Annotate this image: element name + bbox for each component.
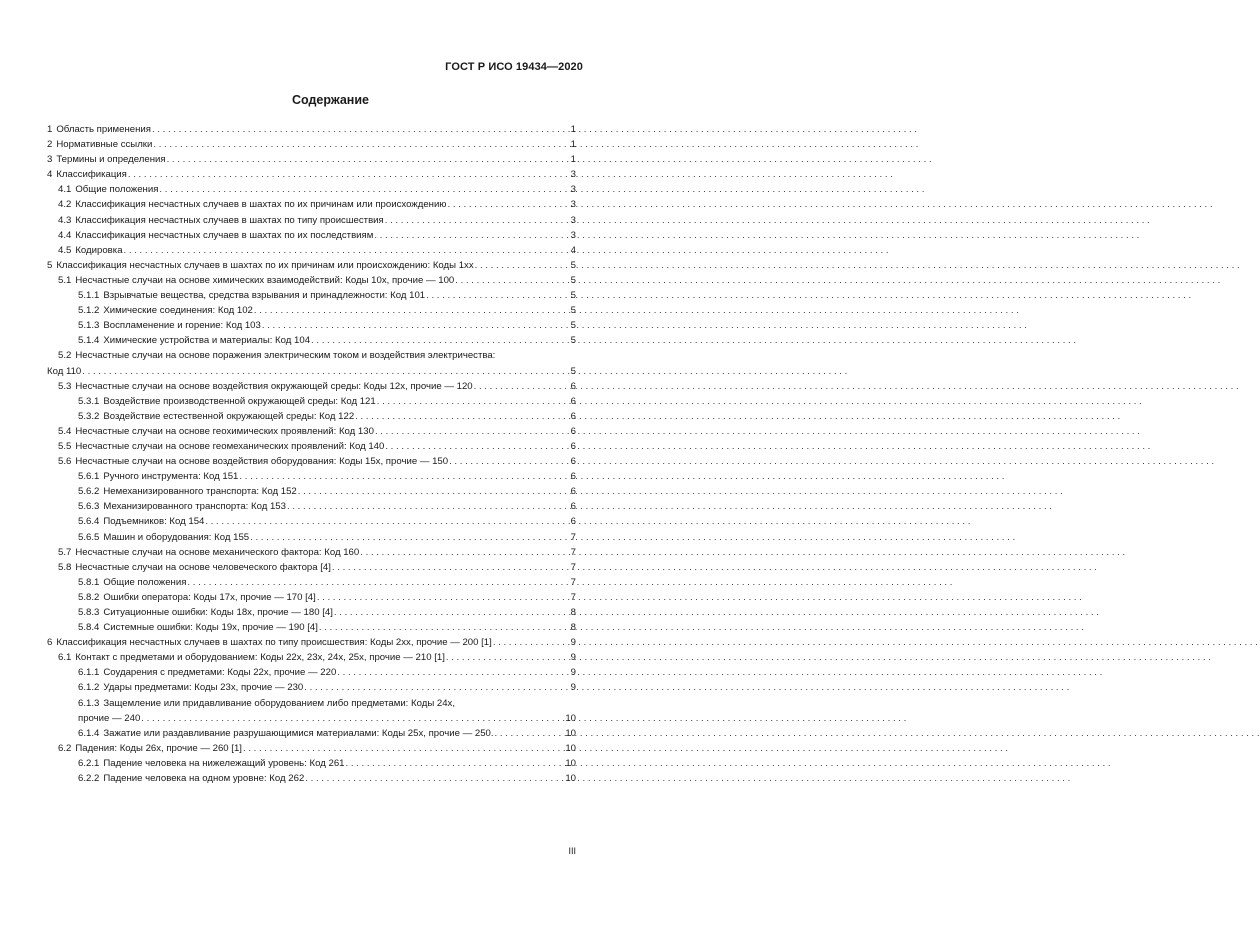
toc-entry-number: 6 [47, 637, 53, 649]
toc-entry-page: 10 [565, 742, 576, 754]
toc-entry-number: 6.2.1 [78, 757, 100, 769]
toc-entry-page: 6 [570, 516, 576, 528]
toc-entry-page: 5 [570, 259, 576, 271]
toc-entry-number: 5.8.1 [78, 576, 100, 588]
toc-entry [47, 182, 576, 197]
dot-leader [346, 756, 565, 771]
toc-entry-page: 6 [570, 486, 576, 498]
page-title: Содержание [291, 93, 369, 107]
toc-entry [47, 167, 576, 182]
toc-entry-page: 10 [565, 727, 576, 739]
dot-leader [377, 394, 570, 409]
toc-entry-number: 6.1 [58, 652, 72, 664]
toc-entry-title: Удары предметами: Коды 23х, прочие — 230 [103, 682, 304, 694]
toc-entry-page: 5 [570, 365, 576, 377]
toc-entry [47, 756, 576, 771]
toc-entry-number: 5.6.2 [78, 486, 100, 498]
dot-leader [446, 650, 570, 665]
toc-entry-number: 5.6.5 [78, 531, 100, 543]
toc-entry [47, 514, 576, 529]
toc-entry-page: 7 [570, 576, 576, 588]
toc-entry-page: 7 [570, 561, 576, 573]
toc-entry-title: Классификация несчастных случаев в шахтах по их причинам или происхождению [75, 199, 447, 211]
toc-entry-title: Область применения [56, 124, 151, 135]
toc-entry [47, 273, 576, 288]
toc-entry-title: Классификация несчастных случаев в шахтах по типу происшествия [75, 214, 384, 226]
toc-entry-page: 9 [570, 652, 576, 664]
toc-entry-title: Воздействие естественной окружающей среды: Код 122 [103, 410, 355, 422]
toc-entry-page: 3 [570, 199, 576, 211]
toc-entry-page: 3 [570, 184, 576, 196]
dot-leader [124, 243, 570, 258]
toc-entry-title: Химические устройства и материалы: Код 104 [103, 335, 311, 347]
toc-entry [47, 379, 576, 394]
toc-entry [47, 696, 576, 711]
toc-entry-number: 5.6 [58, 456, 72, 468]
toc-entry-title: Ошибки оператора: Коды 17х, прочие — 170 [4] [103, 591, 316, 603]
toc-entry [47, 726, 576, 741]
dot-leader [449, 454, 570, 469]
dot-leader [128, 167, 570, 182]
page-number: III [568, 846, 576, 856]
toc-entry-number: 5.3.2 [78, 410, 100, 422]
toc-entry-page: 5 [570, 320, 576, 332]
toc-entry [47, 741, 576, 756]
dot-leader [319, 620, 570, 635]
toc-entry-page: 3 [570, 169, 576, 181]
dot-leader [332, 560, 570, 575]
toc-entry-page: 7 [570, 591, 576, 603]
toc-entry-title: Несчастные случаи на основе геохимических проявлений: Код 130 [75, 425, 374, 437]
toc-entry-title: Падение человека на одном уровне: Код 262 [103, 773, 305, 785]
toc-entry-page: 5 [570, 290, 576, 302]
toc-entry-number: 3 [47, 154, 53, 166]
toc-entry [47, 409, 576, 424]
dot-leader [475, 258, 570, 273]
toc-entry [47, 318, 576, 333]
toc-entry-continuation [47, 364, 576, 379]
toc-entry [47, 771, 576, 786]
toc-entry-number: 6.2 [58, 742, 72, 754]
dot-leader [243, 741, 564, 756]
table-of-contents [47, 122, 576, 786]
dot-leader [287, 499, 570, 514]
dot-leader [495, 726, 565, 741]
toc-entry [47, 680, 576, 695]
toc-entry [47, 499, 576, 514]
toc-entry-page: 9 [570, 667, 576, 679]
toc-entry [47, 213, 576, 228]
toc-entry-title: Нормативные ссылки [56, 139, 153, 151]
toc-entry-number: 5.6.4 [78, 516, 100, 528]
toc-entry-page: 3 [570, 229, 576, 241]
toc-entry-page: 7 [570, 546, 576, 558]
toc-entry-title: Классификация [56, 169, 127, 181]
toc-entry-title-cont: прочие — 240 [78, 712, 141, 724]
dot-leader [262, 318, 570, 333]
toc-entry-number: 5.1.2 [78, 305, 100, 317]
toc-entry-title: Воздействие производственной окружающей среды: Код 121 [103, 395, 376, 407]
toc-entry-page: 5 [570, 305, 576, 317]
toc-entry-number: 5.5 [58, 440, 72, 452]
dot-leader [82, 364, 569, 379]
toc-entry-number: 5.2 [58, 350, 72, 362]
toc-entry [47, 348, 576, 363]
toc-entry-title: Защемление или придавливание оборудованием либо предметами: Коды 24х, [103, 697, 456, 709]
toc-entry [47, 137, 576, 152]
toc-entry-number: 2 [47, 139, 53, 151]
dot-leader [141, 711, 564, 726]
dot-leader [254, 303, 570, 318]
toc-entry-page: 6 [570, 471, 576, 483]
toc-entry-title: Классификация несчастных случаев в шахтах по их причинам или происхождению: Коды 1хх [56, 259, 474, 271]
toc-entry-number: 6.1.4 [78, 727, 100, 739]
toc-entry-number: 6.1.3 [78, 697, 100, 709]
toc-entry-title: Механизированного транспорта: Код 153 [103, 501, 286, 513]
toc-entry-number: 5.1.4 [78, 335, 100, 347]
toc-entry-page: 1 [570, 154, 576, 166]
toc-entry-title: Классификация несчастных случаев в шахтах по их последствиям [75, 229, 374, 241]
toc-entry [47, 303, 576, 318]
dot-leader [337, 665, 569, 680]
toc-entry [47, 333, 576, 348]
toc-entry-title: Несчастные случаи на основе воздействия оборудования: Коды 15х, прочие — 150 [75, 456, 449, 468]
toc-entry-page: 10 [565, 757, 576, 769]
dot-leader [455, 273, 569, 288]
dot-leader [304, 680, 569, 695]
toc-entry-title: Ситуационные ошибки: Коды 18х, прочие — 180 [4] [103, 607, 333, 618]
toc-entry-page: 7 [570, 531, 576, 543]
toc-entry-page: 6 [570, 380, 576, 392]
toc-entry-page: 5 [570, 335, 576, 347]
dot-leader [355, 409, 570, 424]
toc-entry-title: Термины и определения [56, 154, 166, 166]
toc-entry-number: 5.4 [58, 425, 72, 437]
dot-leader [152, 122, 570, 137]
toc-entry [47, 288, 576, 303]
toc-entry [47, 394, 576, 409]
toc-entry-number: 4.1 [58, 184, 72, 196]
toc-entry-page: 4 [570, 244, 576, 256]
toc-entry-title: Машин и оборудования: Код 155 [103, 531, 250, 543]
toc-entry [47, 545, 576, 560]
toc-entry-title: Системные ошибки: Коды 19х, прочие — 190 [4] [103, 622, 318, 634]
toc-entry [47, 635, 576, 650]
toc-entry-title: Падения: Коды 26х, прочие — 260 [1] [75, 742, 242, 754]
toc-entry [47, 650, 576, 665]
toc-entry-title: Химические соединения: Код 102 [103, 305, 253, 317]
dot-leader [167, 152, 570, 167]
toc-entry-page: 5 [570, 274, 576, 286]
toc-entry-page: 9 [570, 637, 576, 649]
toc-entry-title: Падение человека на нижележащий уровень: Код 261 [103, 757, 345, 769]
dot-leader [374, 228, 569, 243]
toc-entry-number: 5.7 [58, 546, 72, 558]
toc-entry-number: 6.2.2 [78, 773, 100, 785]
dot-leader [334, 605, 570, 620]
dot-leader [375, 424, 570, 439]
toc-entry-page: 8 [570, 607, 576, 618]
toc-entry [47, 575, 576, 590]
toc-entry [47, 228, 576, 243]
toc-entry-number: 6.1.2 [78, 682, 100, 694]
toc-entry-number: 4 [47, 169, 53, 181]
toc-entry-page: 6 [570, 456, 576, 468]
toc-entry-title: Соударения с предметами: Коды 22х, прочие — 220 [103, 667, 337, 679]
toc-entry-title: Кодировка [75, 244, 123, 256]
toc-entry [47, 424, 576, 439]
toc-entry-title: Контакт с предметами и оборудованием: Коды 22х, 23х, 24х, 25х, прочие — 210 [1] [75, 652, 445, 664]
dot-leader [159, 182, 569, 197]
toc-entry [47, 484, 576, 499]
dot-leader [239, 469, 569, 484]
toc-entry-page: 3 [570, 214, 576, 226]
dot-leader [205, 514, 569, 529]
toc-entry-number: 4.2 [58, 199, 72, 211]
dot-leader [385, 439, 569, 454]
toc-entry [47, 258, 576, 273]
toc-entry-number: 4.3 [58, 214, 72, 226]
toc-entry-number: 4.4 [58, 229, 72, 241]
toc-entry-title: Несчастные случаи на основе геомеханических проявлений: Код 140 [75, 440, 385, 452]
toc-entry [47, 439, 576, 454]
toc-entry-number: 6.1.1 [78, 667, 100, 679]
toc-entry-number: 4.5 [58, 244, 72, 256]
toc-entry-number: 5.1 [58, 274, 72, 286]
toc-entry-number: 5.3.1 [78, 395, 100, 407]
dot-leader [317, 590, 570, 605]
toc-entry [47, 590, 576, 605]
toc-entry-number: 5.8.2 [78, 591, 100, 603]
dot-leader [153, 137, 569, 152]
dot-leader [426, 288, 570, 303]
toc-entry-page: 1 [570, 139, 576, 151]
toc-entry [47, 665, 576, 680]
toc-entry-title: Общие положения [103, 576, 187, 588]
toc-entry-title: Общие положения [75, 184, 159, 196]
toc-entry-number: 5.1.3 [78, 320, 100, 332]
toc-entry-number: 1 [47, 124, 53, 135]
toc-entry-page: 8 [570, 622, 576, 634]
toc-entry-page: 6 [570, 395, 576, 407]
toc-entry-page: 6 [570, 440, 576, 452]
toc-entry-number: 5.6.3 [78, 501, 100, 513]
dot-leader [493, 635, 570, 650]
toc-entry-page: 1 [570, 124, 576, 135]
toc-entry-page: 6 [570, 501, 576, 513]
toc-entry [47, 530, 576, 545]
toc-entry-page: 6 [570, 425, 576, 437]
dot-leader [305, 771, 564, 786]
toc-entry [47, 152, 576, 167]
toc-entry-number: 5.8.3 [78, 607, 100, 618]
toc-entry [47, 197, 576, 212]
toc-entry-number: 5.8.4 [78, 622, 100, 634]
toc-entry-page: 10 [565, 773, 576, 785]
dot-leader [187, 575, 569, 590]
toc-entry-continuation [47, 711, 576, 726]
toc-entry-title: Несчастные случаи на основе поражения электрическим током и воздействия электричества: [75, 350, 496, 362]
toc-entry-title: Классификация несчастных случаев в шахтах по типу происшествия: Коды 2хх, прочие — 200 [1] [56, 637, 492, 649]
toc-entry [47, 605, 576, 620]
dot-leader [250, 530, 570, 545]
toc-entry-page: 6 [570, 410, 576, 422]
dot-leader [360, 545, 569, 560]
dot-leader [448, 197, 570, 212]
toc-entry-title-cont: Код 110 [47, 365, 82, 377]
toc-entry-title: Зажатие или раздавливание разрушающимися материалами: Коды 25х, прочие — 250. [103, 727, 494, 739]
toc-entry-page: 9 [570, 682, 576, 694]
toc-entry-title: Ручного инструмента: Код 151 [103, 471, 239, 483]
toc-entry-title: Взрывчатые вещества, средства взрывания и принадлежности: Код 101 [103, 290, 426, 302]
toc-entry [47, 620, 576, 635]
document-code: ГОСТ Р ИСО 19434—2020 [445, 61, 583, 73]
dot-leader [474, 379, 570, 394]
dot-leader [385, 213, 570, 228]
toc-entry [47, 469, 576, 484]
toc-entry-title: Немеханизированного транспорта: Код 152 [103, 486, 297, 498]
toc-entry-title: Воспламенение и горение: Код 103 [103, 320, 261, 332]
toc-entry-title: Несчастные случаи на основе воздействия окружающей среды: Коды 12х, прочие — 120 [75, 380, 473, 392]
toc-entry [47, 454, 576, 469]
toc-entry-title: Подъемников: Код 154 [103, 516, 205, 528]
toc-entry-number: 5.3 [58, 380, 72, 392]
toc-entry [47, 122, 576, 137]
toc-entry-title: Несчастные случаи на основе механического фактора: Код 160 [75, 546, 360, 558]
toc-entry [47, 560, 576, 575]
toc-entry-number: 5 [47, 259, 53, 271]
toc-entry-page: 10 [565, 712, 576, 724]
dot-leader [311, 333, 570, 348]
toc-entry-title: Несчастные случаи на основе человеческого фактора [4] [75, 561, 331, 573]
toc-entry [47, 243, 576, 258]
dot-leader [298, 484, 570, 499]
toc-entry-title: Несчастные случаи на основе химических взаимодействий: Коды 10х, прочие — 100 [75, 274, 455, 286]
toc-entry-number: 5.6.1 [78, 471, 100, 483]
toc-entry-number: 5.1.1 [78, 290, 100, 302]
toc-entry-number: 5.8 [58, 561, 72, 573]
